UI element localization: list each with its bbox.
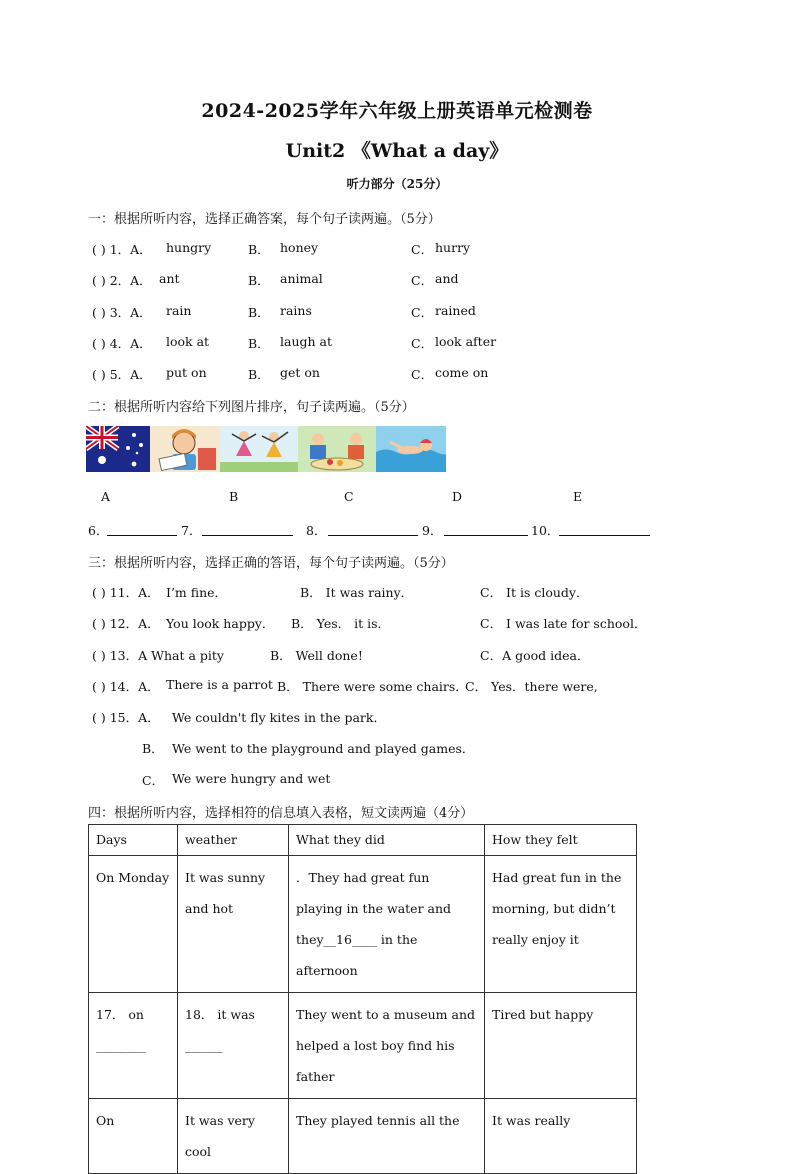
exam-title: 2024-2025学年六年级上册英语单元检测卷: [201, 100, 593, 122]
option-c: C．A good idea．: [480, 648, 590, 663]
info-table: [88, 824, 637, 1174]
table-row: [89, 1099, 637, 1174]
picture-letter-e: E: [573, 489, 583, 504]
option-b: B． There were some chairs．: [277, 679, 468, 694]
picnic-picture: [298, 426, 376, 472]
section1-heading: 一：根据所听内容，选择正确答案，每个句子读两遍。（5分）: [88, 212, 441, 227]
option-a: put on: [166, 365, 207, 380]
section3-heading: 三：根据所听内容，选择正确的答语，每个句子读两遍。（5分）: [88, 556, 454, 571]
option-b-label: B．: [248, 305, 270, 320]
picture-letter-a: A: [101, 489, 111, 504]
option-a: ant: [159, 271, 180, 286]
picture-letter-d: D: [452, 489, 463, 504]
option-a: We couldn't fly kites in the park．: [172, 710, 386, 725]
table-cell: On: [89, 1099, 178, 1174]
swimming-picture: [376, 426, 446, 472]
answer-blank-8[interactable]: [328, 521, 418, 536]
dancing-people-picture: [220, 426, 298, 472]
option-c: C． It is cloudy．: [480, 585, 589, 600]
blank-label-9: 9．: [422, 523, 443, 538]
table-row: [89, 993, 637, 1099]
option-c-label: C．: [411, 305, 434, 320]
q-num: ( ) 1．A．: [92, 242, 152, 257]
q-num: ( ) 3．A．: [92, 305, 152, 320]
option-b: get on: [280, 365, 320, 380]
option-a: look at: [166, 334, 210, 349]
table-cell: 17． on ________: [89, 993, 178, 1099]
section2-heading: 二：根据所听内容给下列图片排序，句子读两遍。（5分）: [88, 400, 415, 415]
part-title: 听力部分（25分）: [346, 177, 448, 191]
option-b: animal: [280, 271, 323, 286]
option-a: You look happy．: [166, 616, 275, 631]
answer-blank-7[interactable]: [202, 521, 293, 536]
section4-heading: 四：根据所听内容，选择相符的信息填入表格，短文读两遍（4分）: [88, 806, 474, 821]
unit-title: Unit2 《What a day》: [285, 140, 509, 162]
table-cell: ．They had great fun playing in the water and they__16____ in the afternoon: [289, 856, 485, 993]
option-b: laugh at: [280, 334, 333, 349]
option-a: I’m fine．: [166, 585, 228, 600]
table-cell: It was sunny and hot: [178, 856, 289, 993]
option-c-label: C．: [411, 367, 434, 382]
q-num: ( ) 12．A．: [92, 616, 160, 631]
table-cell: Tired but happy: [485, 993, 637, 1099]
option-c-label: C．: [411, 336, 434, 351]
table-cell: 18． it was ______: [178, 993, 289, 1099]
table-cell: It was very cool: [178, 1099, 289, 1174]
header-weather: weather: [178, 825, 289, 856]
table-cell: Had great fun in the morning, but didn’t really enjoy it: [485, 856, 637, 993]
table-cell: On Monday: [89, 856, 178, 993]
option-b-label: B．: [248, 367, 270, 382]
option-a: rain: [166, 303, 192, 318]
australia-flag-picture: [86, 426, 150, 472]
option-b: We went to the playground and played games．: [172, 741, 475, 756]
option-b-label: B．: [248, 336, 270, 351]
q-num: ( ) 2．A．: [92, 273, 152, 288]
option-c-label: C．: [411, 273, 434, 288]
option-c: rained: [435, 303, 476, 318]
option-b-label: B．: [248, 273, 270, 288]
option-b: B． It was rainy．: [300, 585, 414, 600]
option-c: C． I was late for school．: [480, 616, 647, 631]
table-row: [89, 856, 637, 993]
answer-blank-6[interactable]: [107, 521, 177, 536]
answer-blank-10[interactable]: [559, 521, 650, 536]
option-b: B． Yes． it is．: [291, 616, 391, 631]
picture-letter-c: C: [344, 489, 354, 504]
header-what-they-did: What they did: [289, 825, 485, 856]
picture-strip: [86, 426, 446, 472]
option-a: There is a parrot: [166, 677, 273, 692]
option-c: and: [435, 271, 459, 286]
option-a: hungry: [166, 240, 212, 255]
q-num: ( ) 15．A．: [92, 710, 160, 725]
option-b: honey: [280, 240, 319, 255]
q-num: ( ) 4．A．: [92, 336, 152, 351]
blank-label-8: 8．: [306, 523, 327, 538]
option-c-label: C．: [411, 242, 434, 257]
option-c: We were hungry and wet: [172, 771, 331, 786]
blank-label-7: 7．: [181, 523, 202, 538]
option-c: come on: [435, 365, 489, 380]
option-b-label: B．: [248, 242, 270, 257]
q-num: ( ) 5．A．: [92, 367, 152, 382]
table-cell: It was really: [485, 1099, 637, 1174]
option-c: C． Yes．there were,: [465, 679, 598, 694]
answer-blank-9[interactable]: [444, 521, 528, 536]
option-b: rains: [280, 303, 312, 318]
reading-child-picture: [150, 426, 220, 472]
option-b-label: B．: [142, 741, 164, 756]
picture-letter-b: B: [229, 489, 239, 504]
table-cell: They played tennis all the: [289, 1099, 485, 1174]
option-c: hurry: [435, 240, 471, 255]
option-b: B． Well done!: [270, 648, 363, 663]
q-num: ( ) 11．A．: [92, 585, 160, 600]
table-header-row: [89, 825, 637, 856]
table-cell: They went to a museum and helped a lost boy find his father: [289, 993, 485, 1099]
q-num: ( ) 14．A．: [92, 679, 160, 694]
blank-label-10: 10．: [531, 523, 560, 538]
blank-label-6: 6．: [88, 523, 109, 538]
header-how-they-felt: How they felt: [485, 825, 637, 856]
q-num: ( ) 13．A What a pity: [92, 648, 224, 663]
option-c-label: C．: [142, 773, 165, 788]
option-c: look after: [435, 334, 497, 349]
header-days: Days: [89, 825, 178, 856]
